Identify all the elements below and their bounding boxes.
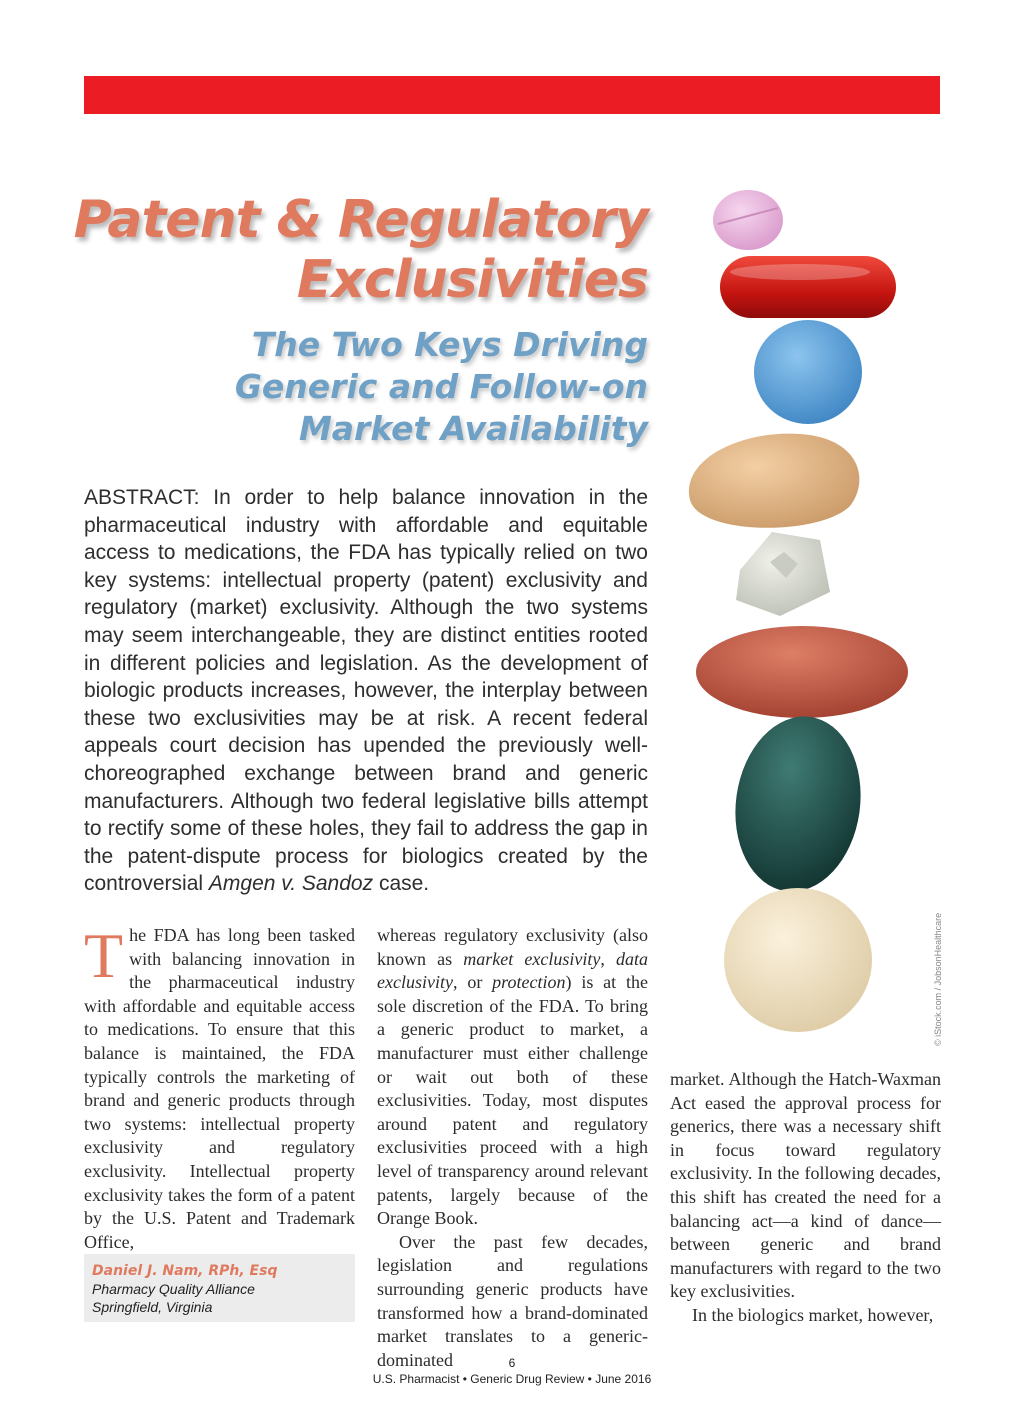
column-2-text-c: , or	[452, 972, 493, 993]
column-3-paragraph-1: market. Although the Hatch-Waxman Act eased the approval process for generics, there was a necessary shift in focus toward regulatory exclusivity. In the following decades, this shift has created the need for a balancing act—a kind of dance—between generic and brand manufacturers with regard to the two key exclusivities.	[670, 1069, 941, 1302]
tan-tablet-icon	[689, 434, 859, 528]
subtitle-line-3: Market Availability	[298, 409, 648, 448]
green-tablet-icon	[724, 708, 871, 900]
title-line-2: Exclusivities	[296, 250, 648, 310]
image-credit: © iStock.com / JobsonHealthcare	[933, 912, 943, 1046]
blue-tablet-icon	[754, 320, 862, 424]
term-market-exclusivity: market exclusivity	[463, 948, 601, 969]
abstract-case-name: Amgen v. Sandoz	[208, 872, 374, 896]
grey-pentagon-tablet-icon	[736, 532, 830, 616]
term-protection: protection	[492, 972, 566, 993]
subtitle-line-2: Generic and Follow-on	[234, 367, 648, 406]
column-3-paragraph-2: In the biologics market, however,	[692, 1304, 934, 1325]
author-location: Springfield, Virginia	[92, 1299, 213, 1315]
abstract-end: case.	[373, 872, 430, 896]
term-data-exclusivity: data exclusivity	[377, 948, 648, 993]
red-capsule-icon	[720, 256, 896, 318]
column-2-paragraph-2: Over the past few decades, legislation and regulations surrounding generic products have transformed how a brand-dominated market translates to a generic-dominated	[377, 1231, 648, 1370]
subtitle-line-1: The Two Keys Driving	[251, 325, 648, 364]
column-2-text-b: ,	[600, 948, 616, 969]
drop-cap: T	[84, 920, 124, 991]
column-2-text-a: whereas regulatory exclusivity (also known as	[377, 925, 648, 969]
pink-tablet-icon	[713, 190, 783, 250]
abstract	[84, 484, 648, 898]
author-box	[84, 1254, 355, 1322]
footer-publication: U.S. Pharmacist • Generic Drug Review • June 2016	[372, 1372, 652, 1386]
author-name: Daniel J. Nam, RPh, Esq	[92, 1263, 278, 1279]
pill-stack-illustration	[680, 180, 920, 1040]
article-subtitle	[128, 324, 648, 450]
cream-tablet-icon	[724, 888, 872, 1032]
body-column-2	[377, 924, 648, 1372]
column-2-text-d: ) is at the sole discretion of the FDA. To bring a generic product to market, a manufacturer must either challenge or wait out both of these exclusivities. Today, most disputes around patent and regulatory exclusivities proceed with a high level of transparency around relevant patents, largely because of the Orange Book.	[377, 972, 648, 1229]
article-title	[28, 190, 648, 310]
abstract-text: ABSTRACT: In order to help balance innovation in the pharmaceutical industry with affordable and equitable access to medications, the FDA has typically relied on two key systems: intellectual property (patent) exclusivity and regulatory (market) exclusivity. Although the two systems may seem interchangeable, they are distinct entities rooted in different policies and legislation. As the development of biologic products increases, however, the interplay between these two exclusivities may be at risk. A recent federal appeals court decision has upended the previously well-choreographed exchange between brand and generic manufacturers. Although two federal legislative bills attempt to rectify some of these holes, they fail to address the gap in the patent-dispute process for biologics created by the controversial	[84, 486, 648, 896]
page-number: 6	[508, 1356, 516, 1370]
body-column-3	[670, 1068, 941, 1328]
header-banner	[84, 76, 940, 114]
column-1-text: he FDA has long been tasked with balancing innovation in the pharmaceutical industry with affordable and equitable access to medications. To ensure that this balance is maintained, the FDA typically controls the marketing of brand and generic products through two systems: intellectual property exclusivity and regulatory exclusivity. Intellectual property exclusivity takes the form of a patent by the U.S. Patent and Trademark Office,	[84, 925, 355, 1252]
body-column-1	[84, 920, 355, 1254]
title-line-1: Patent & Regulatory	[73, 190, 648, 250]
brick-capsule-tablet-icon	[696, 626, 908, 718]
author-organization: Pharmacy Quality Alliance	[92, 1281, 255, 1297]
